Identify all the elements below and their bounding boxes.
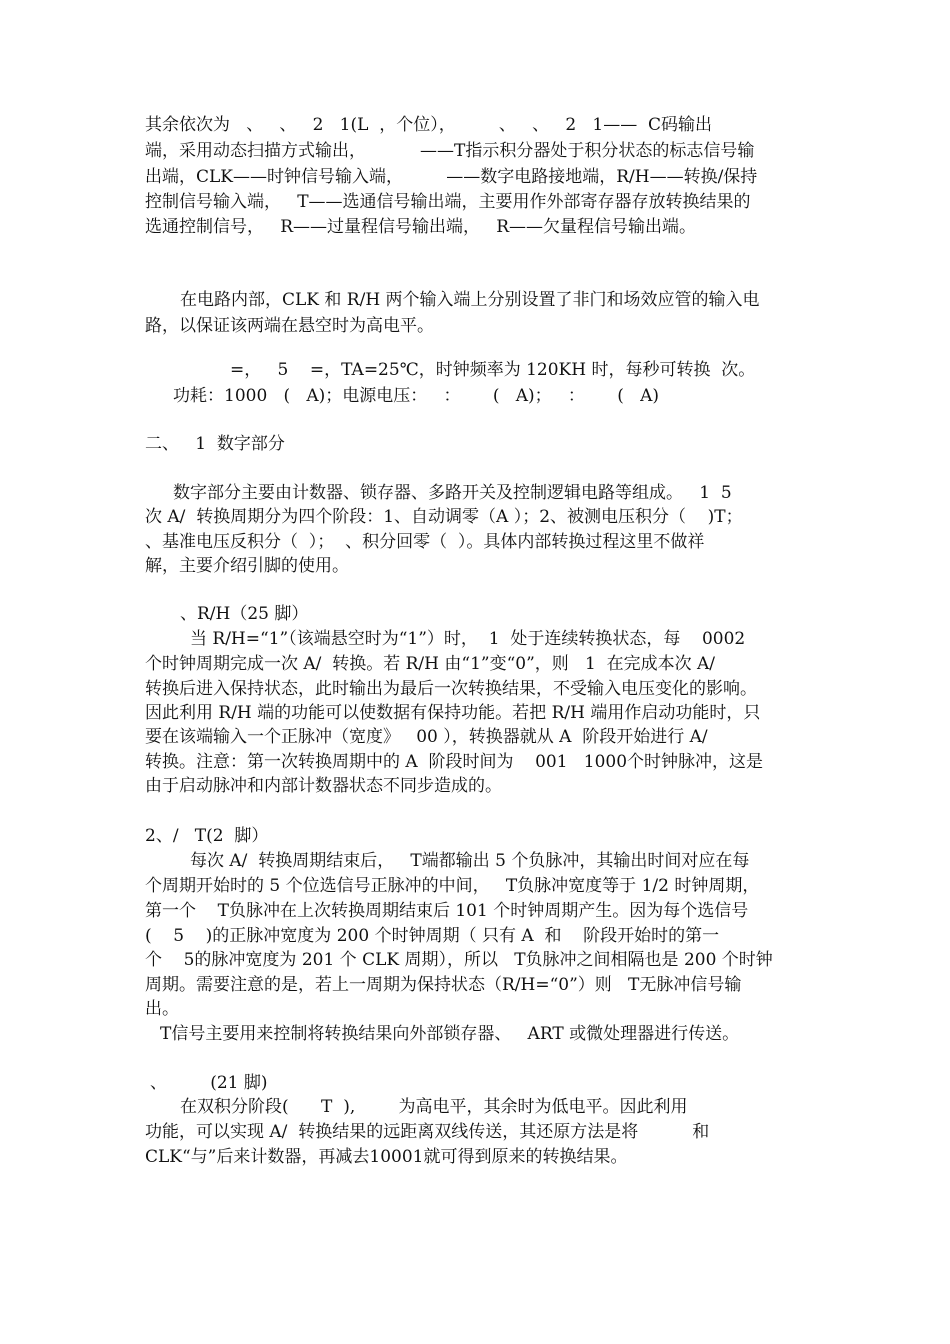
paragraph-line: 个周期开始时的 5 个位选信号正脉冲的中间， T负脉冲宽度等于 1/2 时钟周期， — [145, 876, 760, 896]
paragraph-line: 在电路内部，CLK 和 R/H 两个输入端上分别设置了非门和场效应管的输入电 — [180, 290, 760, 310]
spec-line: =， 5 =，TA=25℃，时钟频率为 120KH 时，每秒可转换 次。 — [230, 360, 756, 380]
paragraph-line: 其余依次为 、 、 2 1(L ，个位）， 、 、 2 1—— C码输出 — [145, 115, 713, 135]
paragraph-line: ( 5 )的正脉冲宽度为 200 个时钟周期（ 只有 A 和 阶段开始时的第一 — [145, 926, 720, 946]
paragraph-line: 功能，可以实现 A/ 转换结果的远距离双线传送，其还原方法是将 和 — [145, 1122, 710, 1142]
paragraph-line: 出。 — [145, 999, 179, 1019]
paragraph-line: T信号主要用来控制将转换结果向外部锁存器、 ART 或微处理器进行传送。 — [160, 1024, 740, 1044]
paragraph-line: 由于启动脉冲和内部计数器状态不同步造成的。 — [145, 776, 502, 796]
paragraph-line: 转换后进入保持状态，此时输出为最后一次转换结果，不受输入电压变化的影响。 — [145, 679, 757, 699]
paragraph-line: 路，以保证该两端在悬空时为高电平。 — [145, 316, 434, 336]
paragraph-line: 、基准电压反积分（ ）； 、积分回零（ ）。具体内部转换过程这里不做祥 — [145, 532, 705, 552]
subsection-heading: 、R/H（25 脚） — [180, 604, 309, 624]
section-heading: 二、 1 数字部分 — [145, 434, 285, 454]
paragraph-line: 端，采用动态扫描方式输出， ——T指示积分器处于积分状态的标志信号输 — [145, 141, 755, 161]
paragraph-line: 在双积分阶段( T ), 为高电平，其余时为低电平。因此利用 — [180, 1097, 688, 1117]
paragraph-line: 当 R/H=“1”（该端悬空时为“1”）时， 1 处于连续转换状态，每 0002 — [190, 629, 746, 649]
subsection-heading: 、 (21 脚) — [150, 1073, 268, 1093]
paragraph-line: 次 A/ 转换周期分为四个阶段：1、自动调零（A ）；2、被测电压积分（ )T； — [145, 507, 743, 527]
paragraph-line: 解，主要介绍引脚的使用。 — [145, 556, 349, 576]
paragraph-line: 出端，CLK——时钟信号输入端， ——数字电路接地端，R/H——转换/保持 — [145, 167, 758, 187]
paragraph-line: 周期。需要注意的是，若上一周期为保持状态（R/H=“0”）则 T无脉冲信号输 — [145, 975, 742, 995]
paragraph-line: 第一个 T负脉冲在上次转换周期结束后 101 个时钟周期产生。因为每个选信号 — [145, 901, 749, 921]
paragraph-line: 数字部分主要由计数器、锁存器、多路开关及控制逻辑电路等组成。 1 5 — [173, 483, 732, 503]
paragraph-line: 每次 A/ 转换周期结束后， T端都输出 5 个负脉冲，其输出时间对应在每 — [190, 851, 750, 871]
paragraph-line: 个时钟周期完成一次 A/ 转换。若 R/H 由“1”变“0”，则 1 在完成本次 A/ — [145, 654, 716, 674]
subsection-heading: 2、/ T(2 脚） — [145, 826, 269, 846]
paragraph-line: 因此利用 R/H 端的功能可以使数据有保持功能。若把 R/H 端用作启动功能时，只 — [145, 703, 761, 723]
paragraph-line: 转换。注意：第一次转换周期中的 A 阶段时间为 001 1000个时钟脉冲，这是 — [145, 752, 764, 772]
spec-line: 功耗：1000 ( A)；电源电压： ： ( A)； ： ( A) — [173, 386, 660, 406]
paragraph-line: CLK“与”后来计数器，再减去10001就可得到原来的转换结果。 — [145, 1147, 628, 1167]
paragraph-line: 选通控制信号， R——过量程信号输出端， R——欠量程信号输出端。 — [145, 217, 697, 237]
paragraph-line: 控制信号输入端， T——选通信号输出端，主要用作外部寄存器存放转换结果的 — [145, 192, 751, 212]
paragraph-line: 要在该端输入一个正脉冲（宽度》 00 ），转换器就从 A 阶段开始进行 A/ — [145, 727, 708, 747]
paragraph-line: 个 5的脉冲宽度为 201 个 CLK 周期），所以 T负脉冲之间相隔也是 200 个时钟 — [145, 950, 773, 970]
